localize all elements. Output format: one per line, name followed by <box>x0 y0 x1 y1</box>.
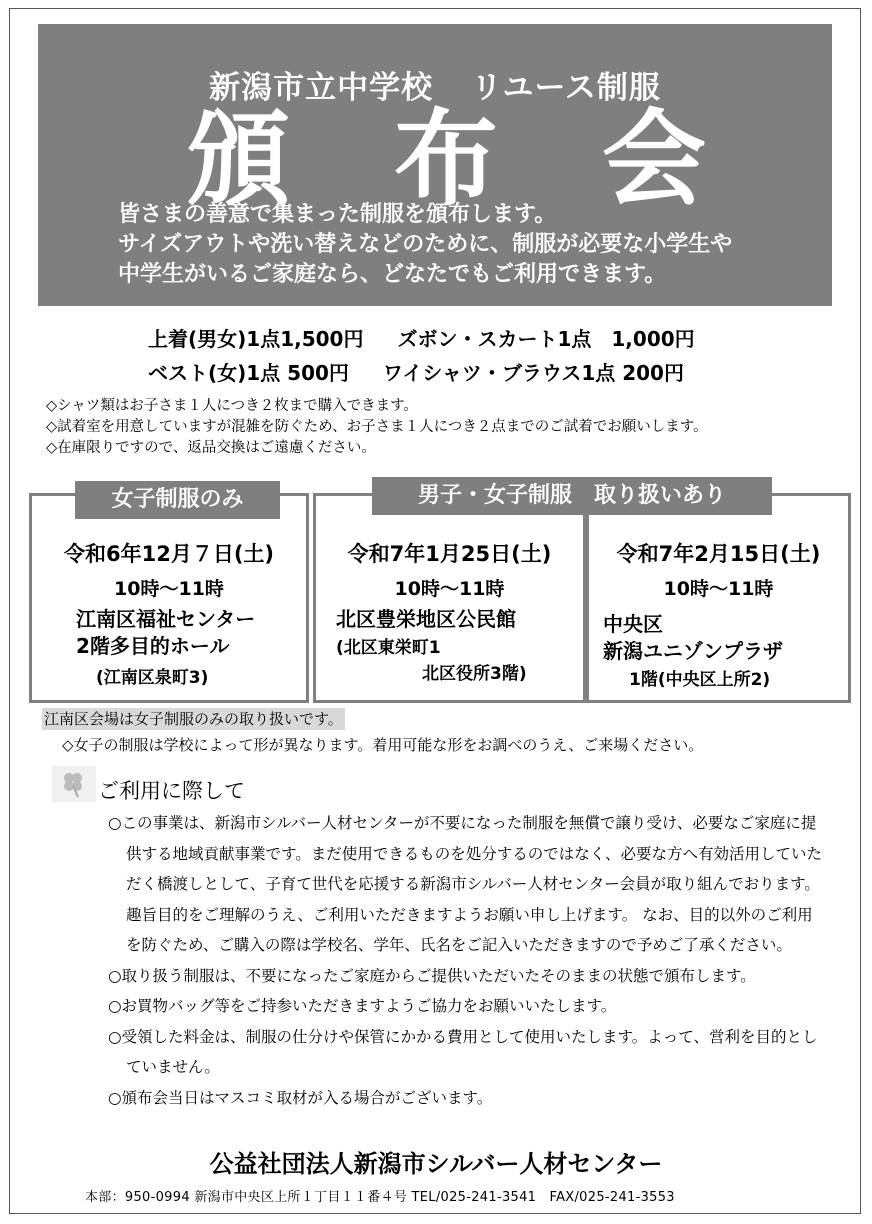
event-box-kita <box>313 493 586 703</box>
banner-description <box>118 200 818 290</box>
event-address: 1階(中央区上所2) <box>629 670 771 690</box>
price-list <box>148 322 695 390</box>
usage-item: ○この事業は、新潟市シルバー人材センターが不要になった制服を無償で譲り受け、必要なご家庭に提供する地域貢献事業です。まだ使用できるものを処分するのではなく、必要な方へ有効活用していただく橋渡しとして、子育て世代を応援する新潟市シルバー人材センター会員が取り組んでおります。趣旨目的をご理解のうえ、ご利用いただきますようお願い申し上げます。 なお、目的以外のご利用を防ぐため、ご購入の際は学校名、学年、氏名をご記入いただきますので予めご了承ください。 <box>108 814 822 954</box>
konan-venue-note: 江南区会場は女子制服のみの取り扱いです。 <box>44 710 343 728</box>
girls-only-tag: 女子制服のみ <box>75 481 280 519</box>
venue-line: 2階多目的ホール <box>76 634 230 658</box>
title-char: 布 <box>393 98 498 220</box>
event-time: 10時～11時 <box>114 578 224 600</box>
clover-icon <box>52 766 96 802</box>
event-date: 令和6年12月７日(土) <box>63 542 275 566</box>
event-address: (北区東栄町1 <box>336 638 441 658</box>
event-time: 10時～11時 <box>394 578 505 600</box>
price-item: 上着(男女)1点1,500円 <box>148 327 364 351</box>
price-row <box>148 322 695 356</box>
event-box-konan <box>29 493 309 703</box>
description-line: 皆さまの善意で集まった制服を頒布します。 <box>118 202 557 227</box>
description-line: サイズアウトや洗い替えなどのために、制服が必要な小学生や <box>118 232 733 257</box>
venue-line: 新潟ユニゾンプラザ <box>603 639 783 663</box>
purchase-notes <box>46 396 708 459</box>
note-item: ◇シャツ類はお子さま１人につき２枚まで購入できます。 <box>46 398 418 414</box>
event-address: 北区役所3階) <box>422 664 527 684</box>
event-venue <box>76 606 255 660</box>
event-time: 10時～11時 <box>663 578 774 600</box>
header-banner <box>38 24 832 306</box>
event-box-chuo <box>586 493 851 703</box>
title-char: 頒 <box>186 98 291 220</box>
venue-line: 中央区 <box>603 612 663 636</box>
price-row <box>148 356 695 390</box>
event-address: (江南区泉町3) <box>96 668 209 688</box>
organization-name: 公益社団法人新潟市シルバー人材センター <box>209 1150 663 1178</box>
event-venue <box>603 611 783 665</box>
both-uniforms-tag: 男子・女子制服 取り扱いあり <box>372 477 772 515</box>
description-line: 中学生がいるご家庭なら、どなたでもご利用できます。 <box>118 262 667 287</box>
title-char: 会 <box>601 98 706 220</box>
usage-heading: ご利用に際して <box>98 779 245 803</box>
usage-notes <box>108 808 828 1113</box>
price-item: ズボン・スカート1点 1,000円 <box>397 327 695 351</box>
contact-info: 本部：950-0994 新潟市中央区上所１丁目１１番４号 TEL/025-241-3541 FAX/025-241-3553 <box>85 1190 675 1205</box>
note-item: ◇試着室を用意していますが混雑を防ぐため、お子さま１人につき２点までのご試着でお願いします。 <box>46 419 708 435</box>
usage-item: ○お買物バッグ等をご持参いただきますようご協力をお願いいたします。 <box>108 997 617 1015</box>
subtitle-reuse: リユース制服 <box>471 70 661 106</box>
event-date: 令和7年2月15日(土) <box>616 542 821 566</box>
usage-item: ○取り扱う制服は、不要になったご家庭からご提供いただいたそのままの状態で頒布します。 <box>108 966 756 985</box>
event-date: 令和7年1月25日(土) <box>347 542 552 566</box>
subtitle-school: 新潟市立中学校 <box>209 70 434 106</box>
price-item: ワイシャツ・ブラウス1点 200円 <box>382 361 684 385</box>
usage-item: ○頒布会当日はマスコミ取材が入る場合がございます。 <box>108 1088 493 1107</box>
price-item: ベスト(女)1点 500円 <box>148 361 349 385</box>
usage-item: ○受領した料金は、制服の仕分けや保管にかかる費用として使用いたします。よって、営利を目的としていません。 <box>108 1027 818 1076</box>
uniform-shape-note: ◇女子の制服は学校によって形が異なります。着用可能な形をお調べのうえ、ご来場ください。 <box>62 736 704 754</box>
note-item: ◇在庫限りですので、返品交換はご遠慮ください。 <box>46 440 376 456</box>
venue-line: 江南区福祉センター <box>76 607 256 631</box>
event-venue: 北区豊栄地区公民館 <box>336 607 516 631</box>
